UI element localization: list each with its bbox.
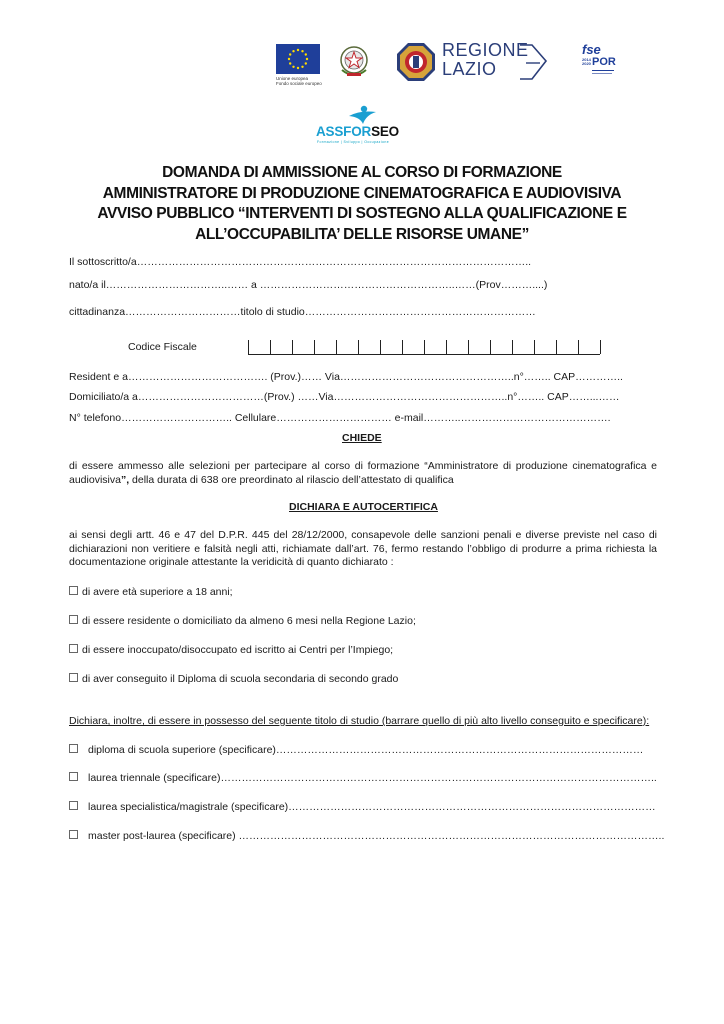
domiciliato-field[interactable]: Domiciliato/a a………………………………(Prov.) ……Via…………………………………………..n°…….. CAP……...…… xyxy=(69,391,620,403)
cf-cell-divider xyxy=(512,340,513,354)
cf-cell-divider xyxy=(358,340,359,354)
cf-cell-divider xyxy=(270,340,271,354)
residente-field[interactable]: Resident e a…………………………………. (Prov.)…… Via…………………………………………..n°…….. CAP………….. xyxy=(69,371,623,383)
dichiara-item[interactable]: di essere inoccupato/disoccupato ed iscritto ai Centri per l’Impiego; xyxy=(69,644,393,657)
cf-cell-divider xyxy=(424,340,425,354)
cf-cell-divider xyxy=(534,340,535,354)
cf-cell-divider xyxy=(380,340,381,354)
cf-cell-divider xyxy=(578,340,579,354)
cf-cell-divider xyxy=(336,340,337,354)
checkbox-icon[interactable] xyxy=(69,673,78,682)
assforseo-wordmark: ASSFORSEO xyxy=(316,124,399,139)
cf-cell-divider xyxy=(600,340,601,354)
regione-lazio-logo: REGIONE LAZIO xyxy=(442,41,529,79)
eu-flag-logo xyxy=(276,44,320,74)
telefono-field[interactable]: N° telefono………………………….. Cellulare…………………………… e-mail………..……………………………………. xyxy=(69,412,611,424)
cf-cell-divider xyxy=(556,340,557,354)
chiede-text: di essere ammesso alle selezioni per partecipare al corso di formazione “Amministratore di produzione cinematografica e audiovisiva”, della durata di 638 ore preordinato al rilascio dell’attestato di qualifica xyxy=(69,460,657,486)
sottoscritto-field[interactable]: Il sottoscritto/a………………………………………………………………………………………………….. xyxy=(69,256,532,268)
titolo-item[interactable]: laurea specialistica/magistrale (specificare)…………………………………………………………………………………………… xyxy=(69,801,656,814)
dichiara-item[interactable]: di essere residente o domiciliato da almeno 6 mesi nella Regione Lazio; xyxy=(69,615,416,628)
fse-por-logo: fse 2014 2020 POR xyxy=(582,42,616,86)
regione-lazio-emblem xyxy=(396,42,436,82)
dichiara-text: ai sensi degli artt. 46 e 47 del D.P.R. 445 del 28/12/2000, consapevole delle sanzioni penali e diverse previste nel caso di dichiarazioni non veritiere e falsità negli atti, richiamate dall’art. 76, fermo restando l’obbligo di produrre a prima richiesta la documentazione originale attestante la veridicità di quanto dichiarato : xyxy=(69,529,657,569)
eu-caption: Unione europea Fondo sociale europeo xyxy=(276,76,322,86)
titolo-heading: Dichiara, inoltre, di essere in possesso del seguente titolo di studio (barrare quello di più alto livello conseguito e specificare): xyxy=(69,715,650,727)
titolo-item[interactable]: master post-laurea (specificare) ………………………………………………………………………………………………………….. xyxy=(69,830,664,843)
checkbox-icon[interactable] xyxy=(69,830,78,839)
checkbox-icon[interactable] xyxy=(69,801,78,810)
checkbox-icon[interactable] xyxy=(69,615,78,624)
document-title: DOMANDA DI AMMISSIONE AL CORSO DI FORMAZIONE AMMINISTRATORE DI PRODUZIONE CINEMATOGRAFICA E AUDIOVISIVA AVVISO PUBBLICO “INTERVENTI DI SOSTEGNO ALLA QUALIFICAZIONE E ALL’OCCUPABILITA’ DELLE RISORSE UMANE” xyxy=(97,164,627,243)
dichiara-item[interactable]: di aver conseguito il Diploma di scuola secondaria di secondo grado xyxy=(69,673,398,686)
cittadinanza-field[interactable]: cittadinanza……………………………titolo di studio………………………………………………………… xyxy=(69,306,536,318)
cf-cell-divider xyxy=(402,340,403,354)
checkbox-icon[interactable] xyxy=(69,744,78,753)
codice-fiscale-field[interactable] xyxy=(248,340,600,355)
assforseo-tagline: Formazione | Sviluppo | Occupazione xyxy=(317,140,390,144)
cf-cell-divider xyxy=(490,340,491,354)
chiede-heading: CHIEDE xyxy=(342,432,382,444)
dichiara-item[interactable]: di avere età superiore a 18 anni; xyxy=(69,586,233,599)
nato-field[interactable]: nato/a il……………………………..…… a ………………………………………………..……(Prov………....) xyxy=(69,279,548,291)
assforseo-logo xyxy=(316,104,412,146)
cf-cell-divider xyxy=(314,340,315,354)
titolo-item[interactable]: laurea triennale (specificare)…………………………………………………………………………………………………………….. xyxy=(69,772,657,785)
titolo-item[interactable]: diploma di scuola superiore (specificare)…………………………………………………………………………………………… xyxy=(69,744,643,757)
header-logos xyxy=(276,40,616,98)
cf-cell-divider xyxy=(248,340,249,354)
dichiara-heading: DICHIARA E AUTOCERTIFICA xyxy=(289,501,438,513)
checkbox-icon[interactable] xyxy=(69,644,78,653)
cf-cell-divider xyxy=(468,340,469,354)
cf-cell-divider xyxy=(446,340,447,354)
cf-cell-divider xyxy=(292,340,293,354)
italian-republic-emblem xyxy=(338,42,370,82)
codice-fiscale-label: Codice Fiscale xyxy=(128,341,197,353)
checkbox-icon[interactable] xyxy=(69,586,78,595)
checkbox-icon[interactable] xyxy=(69,772,78,781)
